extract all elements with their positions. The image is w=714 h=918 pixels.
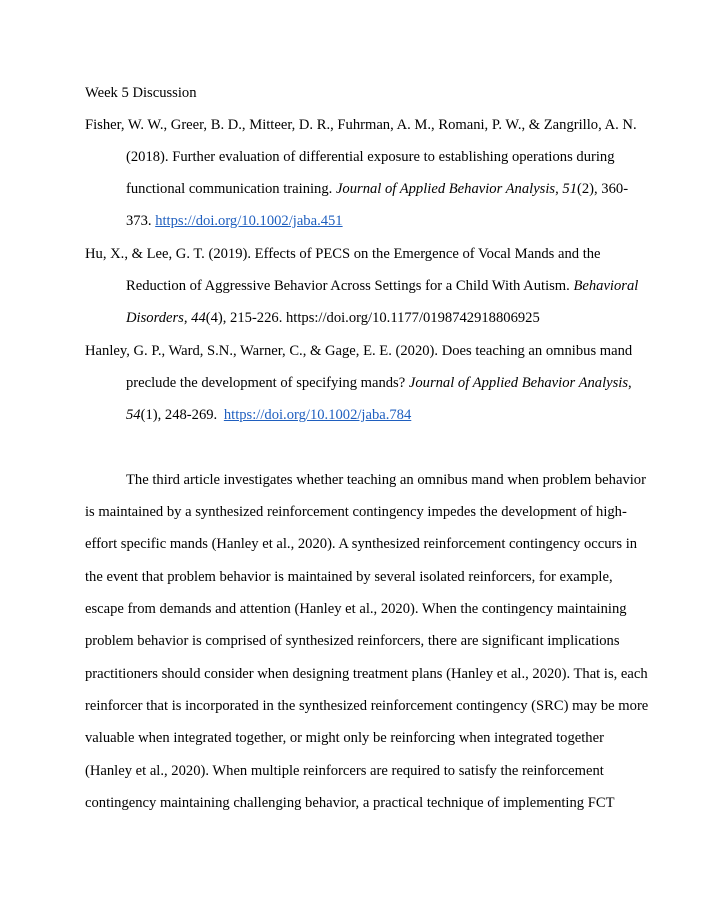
reference-3-comma: , xyxy=(628,375,632,391)
reference-3-volume: 54 xyxy=(126,407,141,423)
reference-1-line-3 xyxy=(126,182,628,197)
reference-2-text: Reduction of Aggressive Behavior Across Settings for a Child With Autism. xyxy=(126,278,574,294)
reference-2-line-1: Hu, X., & Lee, G. T. (2019). Effects of PECS on the Emergence of Vocal Mands and the xyxy=(85,246,601,262)
reference-1-pages-end: 373. xyxy=(126,213,156,229)
reference-3-doi-link[interactable]: https://doi.org/10.1002/jaba.784 xyxy=(223,407,412,423)
body-line-1: The third article investigates whether teaching an omnibus mand when problem behavior xyxy=(126,472,646,488)
body-line-3: effort specific mands (Hanley et al., 2020). A synthesized reinforcement contingency occurs in xyxy=(85,536,638,552)
reference-2-journal-part-2: Disorders xyxy=(126,310,184,326)
body-line-6: problem behavior is comprised of synthesized reinforcers, there are significant implications xyxy=(85,633,620,649)
body-line-2: is maintained by a synthesized reinforcement contingency impedes the development of high- xyxy=(85,504,627,520)
body-line-8: reinforcer that is incorporated in the synthesized reinforcement contingency (SRC) may be more xyxy=(85,698,649,714)
reference-3-journal: Journal of Applied Behavior Analysis xyxy=(408,375,629,391)
reference-3-text: preclude the development of specifying mands? xyxy=(126,375,409,391)
reference-1-line-4 xyxy=(126,214,343,229)
body-line-7: practitioners should consider when designing treatment plans (Hanley et al., 2020). That is, each xyxy=(85,666,648,682)
reference-2-volume: 44 xyxy=(191,310,206,326)
body-line-4: the event that problem behavior is maintained by several isolated reinforcers, for example, xyxy=(85,569,613,585)
reference-3-line-1: Hanley, G. P., Ward, S.N., Warner, C., & Gage, E. E. (2020). Does teaching an omnibus mand xyxy=(85,343,633,359)
reference-1-journal: Journal of Applied Behavior Analysis xyxy=(335,181,556,197)
reference-1-doi-link[interactable]: https://doi.org/10.1002/jaba.451 xyxy=(155,213,343,229)
reference-3-line-3 xyxy=(126,408,411,423)
reference-2-line-2 xyxy=(126,279,638,294)
reference-3-line-2 xyxy=(126,376,632,391)
reference-2-journal-part-1: Behavioral xyxy=(573,278,639,294)
body-line-5: escape from demands and attention (Hanley et al., 2020). When the contingency maintaining xyxy=(85,601,627,617)
reference-2-separator: , xyxy=(183,310,192,326)
reference-1-line-2: (2018). Further evaluation of differential exposure to establishing operations during xyxy=(126,149,615,165)
reference-1-text: functional communication training. xyxy=(126,181,336,197)
reference-1-volume: 51 xyxy=(562,181,577,197)
body-line-11: contingency maintaining challenging behavior, a practical technique of implementing FCT xyxy=(85,795,615,811)
page-title: Week 5 Discussion xyxy=(85,85,197,101)
body-line-10: (Hanley et al., 2020). When multiple reinforcers are required to satisfy the reinforcement xyxy=(85,763,604,779)
body-line-9: valuable when integrated together, or might only be reinforcing when integrated together xyxy=(85,730,604,746)
reference-1-separator: , xyxy=(555,181,563,197)
reference-2-issue-pages-doi: (4), 215-226. https://doi.org/10.1177/0198742918806925 xyxy=(205,310,540,326)
reference-2-line-3 xyxy=(126,311,540,326)
reference-1-issue-pages: (2), 360- xyxy=(576,181,629,197)
reference-1-line-1: Fisher, W. W., Greer, B. D., Mitteer, D. R., Fuhrman, A. M., Romani, P. W., & Zangrillo, A. N. xyxy=(85,117,637,133)
reference-3-issue-pages: (1), 248-269. xyxy=(140,407,221,423)
